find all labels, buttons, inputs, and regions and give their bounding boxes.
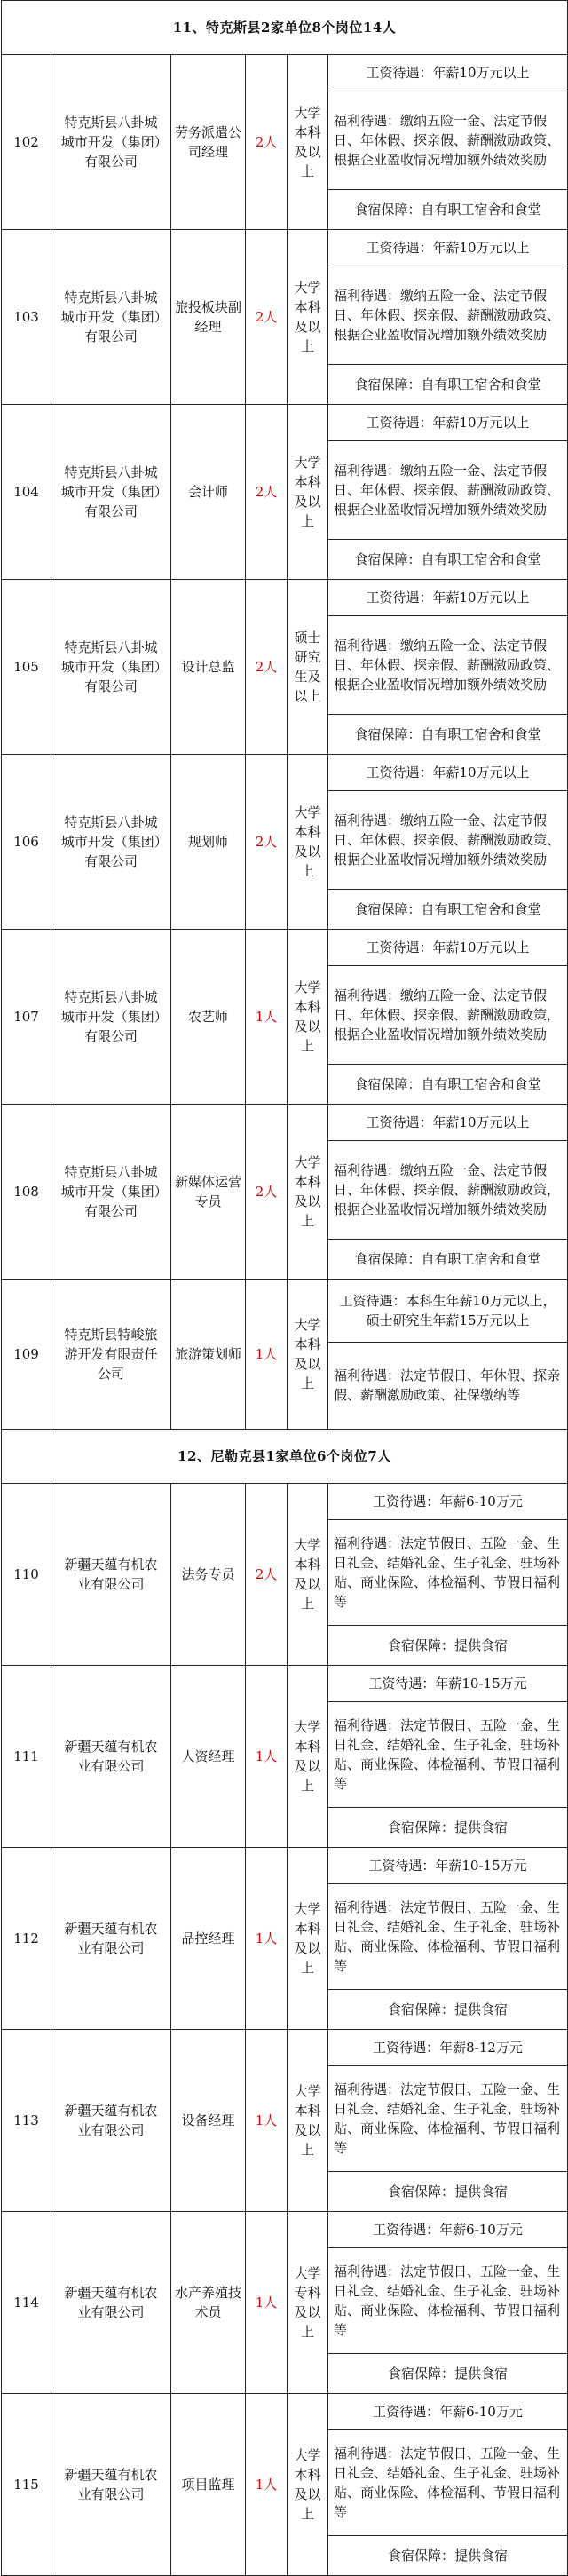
housing-info: 食宿保障：自有职工宿舍和食堂 xyxy=(354,726,541,743)
employer-name: 特克斯县八卦城城市开发（集团）有限公司 xyxy=(51,55,171,230)
housing-info: 食宿保障：自有职工宿舍和食堂 xyxy=(354,901,541,918)
salary-info: 工资待遇：年薪10万元以上 xyxy=(328,405,567,441)
education-requirement: 大学本科及以上 xyxy=(288,230,328,405)
education-requirement: 大学专科及以上 xyxy=(288,2212,328,2394)
welfare-info: 福利待遇：法定节假日、五险一金、生日礼金、结婚礼金、生子礼金、驻场补贴、商业保险、体检福利、节假日福利等 xyxy=(328,1520,567,1627)
benefits-cell xyxy=(328,755,568,930)
benefits-cell xyxy=(328,1484,568,1666)
salary-info: 工资待遇：本科生年薪10万元以上，硕士研究生年薪15万元以上 xyxy=(328,1280,567,1343)
table-row xyxy=(2,1484,568,1666)
table-row xyxy=(2,405,568,580)
employer-name: 特克斯县八卦城城市开发（集团）有限公司 xyxy=(51,580,171,755)
position-name: 设备经理 xyxy=(171,2030,246,2212)
headcount: 2人 xyxy=(246,580,288,755)
headcount: 1人 xyxy=(246,1848,288,2030)
section-title: 11、特克斯县2家单位8个岗位14人 xyxy=(2,1,568,55)
position-name: 项目监理 xyxy=(171,2394,246,2576)
welfare-info: 福利待遇：缴纳五险一金、法定节假日、年休假、探亲假、薪酬激励政策、根据企业盈收情况增加额外绩效奖励 xyxy=(328,791,567,891)
welfare-info: 福利待遇：缴纳五险一金、法定节假日、年休假、探亲假、薪酬激励政策，根据企业盈收情况增加额外绩效奖励 xyxy=(328,966,567,1066)
welfare-info: 福利待遇：法定节假日、年休假、探亲假、薪酬激励政策、社保缴纳等 xyxy=(334,1367,561,1404)
salary-info: 工资待遇：年薪10-15万元 xyxy=(328,1848,567,1884)
table-row xyxy=(2,2394,568,2576)
education-requirement: 大学本科及以上 xyxy=(288,55,328,230)
salary-info: 工资待遇：年薪6-10万元 xyxy=(328,1484,567,1520)
housing-info: 食宿保障：自有职工宿舍和食堂 xyxy=(354,1251,541,1268)
row-number: 103 xyxy=(2,230,51,405)
benefits-cell xyxy=(328,930,568,1105)
salary-info: 工资待遇：年薪10万元以上 xyxy=(328,1105,567,1141)
benefits-cell xyxy=(328,2394,568,2576)
position-name: 农艺师 xyxy=(171,930,246,1105)
salary-info: 工资待遇：年薪6-10万元 xyxy=(328,2394,567,2430)
education-requirement: 大学本科及以上 xyxy=(288,2030,328,2212)
headcount: 2人 xyxy=(246,1105,288,1280)
table-row xyxy=(2,2030,568,2212)
employer-name: 新疆天蕴有机农业有限公司 xyxy=(51,1848,171,2030)
benefits-cell xyxy=(328,1666,568,1848)
housing-info: 食宿保障：提供食宿 xyxy=(387,2184,508,2200)
salary-info: 工资待遇：年薪6-10万元 xyxy=(328,2212,567,2248)
position-name: 水产养殖技术员 xyxy=(171,2212,246,2394)
housing-info: 食宿保障：提供食宿 xyxy=(387,2548,508,2564)
welfare-info: 福利待遇：缴纳五险一金、法定节假日、年休假、探亲假、薪酬激励政策、根据企业盈收情况增加额外绩效奖励 xyxy=(328,266,567,366)
headcount: 1人 xyxy=(246,1280,288,1430)
salary-info: 工资待遇：年薪8-12万元 xyxy=(328,2030,567,2066)
headcount: 1人 xyxy=(246,2030,288,2212)
employer-name: 特克斯县八卦城城市开发（集团）有限公司 xyxy=(51,230,171,405)
salary-info: 工资待遇：年薪10万元以上 xyxy=(328,580,567,616)
position-name: 旅投板块副经理 xyxy=(171,230,246,405)
table-row xyxy=(2,580,568,755)
salary-info: 工资待遇：年薪10万元以上 xyxy=(328,755,567,791)
housing-info: 食宿保障：自有职工宿舍和食堂 xyxy=(354,1076,541,1093)
employer-name: 新疆天蕴有机农业有限公司 xyxy=(51,2212,171,2394)
education-requirement: 大学本科及以上 xyxy=(288,1666,328,1848)
table-row xyxy=(2,2212,568,2394)
education-requirement: 大学本科及以上 xyxy=(288,1280,328,1430)
headcount: 1人 xyxy=(246,2394,288,2576)
employer-name: 特克斯县八卦城城市开发（集团）有限公司 xyxy=(51,1105,171,1280)
headcount: 1人 xyxy=(246,1666,288,1848)
position-name: 规划师 xyxy=(171,755,246,930)
education-requirement: 大学本科及以上 xyxy=(288,930,328,1105)
welfare-info: 福利待遇：法定节假日、五险一金、生日礼金、结婚礼金、生子礼金、驻场补贴、商业保险、体检福利、节假日福利等 xyxy=(328,1702,567,1809)
row-number: 114 xyxy=(2,2212,51,2394)
position-name: 人资经理 xyxy=(171,1666,246,1848)
position-name: 会计师 xyxy=(171,405,246,580)
welfare-info: 福利待遇：缴纳五险一金、法定节假日、年休假、探亲假、薪酬激励政策、根据企业盈收情况增加额外绩效奖励 xyxy=(328,616,567,716)
education-requirement: 大学本科及以上 xyxy=(288,755,328,930)
position-name: 劳务派遣公司经理 xyxy=(171,55,246,230)
headcount: 1人 xyxy=(246,2212,288,2394)
employer-name: 特克斯县特峻旅游开发有限责任公司 xyxy=(51,1280,171,1430)
position-name: 品控经理 xyxy=(171,1848,246,2030)
row-number: 107 xyxy=(2,930,51,1105)
benefits-cell xyxy=(328,55,568,230)
benefits-cell xyxy=(328,2030,568,2212)
row-number: 102 xyxy=(2,55,51,230)
row-number: 108 xyxy=(2,1105,51,1280)
employer-name: 特克斯县八卦城城市开发（集团）有限公司 xyxy=(51,930,171,1105)
headcount: 2人 xyxy=(246,405,288,580)
row-number: 112 xyxy=(2,1848,51,2030)
salary-info: 工资待遇：年薪10万元以上 xyxy=(328,930,567,966)
table-row xyxy=(2,1105,568,1280)
welfare-info: 福利待遇：缴纳五险一金、法定节假日、年休假、探亲假、薪酬激励政策，根据企业盈收情况增加额外绩效奖励 xyxy=(328,1141,567,1240)
housing-info: 食宿保障：自有职工宿舍和食堂 xyxy=(354,551,541,568)
employer-name: 新疆天蕴有机农业有限公司 xyxy=(51,1666,171,1848)
row-number: 111 xyxy=(2,1666,51,1848)
education-requirement: 大学本科及以上 xyxy=(288,2394,328,2576)
welfare-info: 福利待遇：法定节假日、五险一金、生日礼金、结婚礼金、生子礼金、驻场补贴、商业保险、体检福利、节假日福利等 xyxy=(328,1884,567,1991)
education-requirement: 大学本科及以上 xyxy=(288,1848,328,2030)
table-row xyxy=(2,755,568,930)
benefits-cell xyxy=(328,580,568,755)
benefits-cell xyxy=(328,405,568,580)
row-number: 110 xyxy=(2,1484,51,1666)
education-requirement: 大学本科及以上 xyxy=(288,405,328,580)
benefits-cell xyxy=(328,230,568,405)
housing-info: 食宿保障：提供食宿 xyxy=(387,1637,508,1654)
row-number: 106 xyxy=(2,755,51,930)
section-title: 12、尼勒克县1家单位6个岗位7人 xyxy=(2,1430,568,1484)
table-row xyxy=(2,930,568,1105)
welfare-info: 福利待遇：法定节假日、五险一金、生日礼金、结婚礼金、生子礼金、驻场补贴、商业保险、体检福利、节假日福利等 xyxy=(328,2430,567,2537)
employer-name: 新疆天蕴有机农业有限公司 xyxy=(51,1484,171,1666)
employer-name: 特克斯县八卦城城市开发（集团）有限公司 xyxy=(51,755,171,930)
headcount: 2人 xyxy=(246,1484,288,1666)
employer-name: 新疆天蕴有机农业有限公司 xyxy=(51,2394,171,2576)
benefits-cell xyxy=(328,1280,568,1430)
benefits-cell xyxy=(328,1105,568,1280)
table-row xyxy=(2,230,568,405)
headcount: 2人 xyxy=(246,230,288,405)
table-row xyxy=(2,1666,568,1848)
education-requirement: 硕士研究生及以上 xyxy=(288,580,328,755)
salary-info: 工资待遇：年薪10-15万元 xyxy=(328,1666,567,1702)
welfare-info: 福利待遇：法定节假日、五险一金、生日礼金、结婚礼金、生子礼金、驻场补贴、商业保险、体检福利、节假日福利等 xyxy=(328,2066,567,2173)
employer-name: 新疆天蕴有机农业有限公司 xyxy=(51,2030,171,2212)
headcount: 2人 xyxy=(246,755,288,930)
housing-info: 食宿保障：提供食宿 xyxy=(387,2001,508,2018)
welfare-info: 福利待遇：缴纳五险一金、法定节假日、年休假、探亲假、薪酬激励政策、根据企业盈收情况增加额外绩效奖励 xyxy=(328,91,567,191)
position-name: 法务专员 xyxy=(171,1484,246,1666)
employer-name: 特克斯县八卦城城市开发（集团）有限公司 xyxy=(51,405,171,580)
education-requirement: 大学本科及以上 xyxy=(288,1484,328,1666)
housing-info: 食宿保障：自有职工宿舍和食堂 xyxy=(354,202,541,218)
housing-info: 食宿保障：提供食宿 xyxy=(387,1819,508,1836)
row-number: 115 xyxy=(2,2394,51,2576)
row-number: 105 xyxy=(2,580,51,755)
position-name: 新媒体运营专员 xyxy=(171,1105,246,1280)
benefits-cell xyxy=(328,2212,568,2394)
jobs-table xyxy=(1,0,568,2576)
headcount: 1人 xyxy=(246,930,288,1105)
position-name: 旅游策划师 xyxy=(171,1280,246,1430)
table-row xyxy=(2,1280,568,1430)
table-row xyxy=(2,1848,568,2030)
housing-info: 食宿保障：提供食宿 xyxy=(387,2366,508,2382)
welfare-info: 福利待遇：法定节假日、五险一金、生日礼金、结婚礼金、生子礼金、驻场补贴、商业保险、体检福利、节假日福利等 xyxy=(328,2248,567,2355)
table-row xyxy=(2,55,568,230)
education-requirement: 大学本科及以上 xyxy=(288,1105,328,1280)
position-name: 设计总监 xyxy=(171,580,246,755)
salary-info: 工资待遇：年薪10万元以上 xyxy=(328,55,567,91)
housing-info: 食宿保障：自有职工宿舍和食堂 xyxy=(354,376,541,393)
row-number: 109 xyxy=(2,1280,51,1430)
headcount: 2人 xyxy=(246,55,288,230)
row-number: 113 xyxy=(2,2030,51,2212)
welfare-info: 福利待遇：缴纳五险一金、法定节假日、年休假、探亲假、薪酬激励政策、根据企业盈收情况增加额外绩效奖励 xyxy=(328,441,567,541)
salary-info: 工资待遇：年薪10万元以上 xyxy=(328,230,567,266)
benefits-cell xyxy=(328,1848,568,2030)
row-number: 104 xyxy=(2,405,51,580)
